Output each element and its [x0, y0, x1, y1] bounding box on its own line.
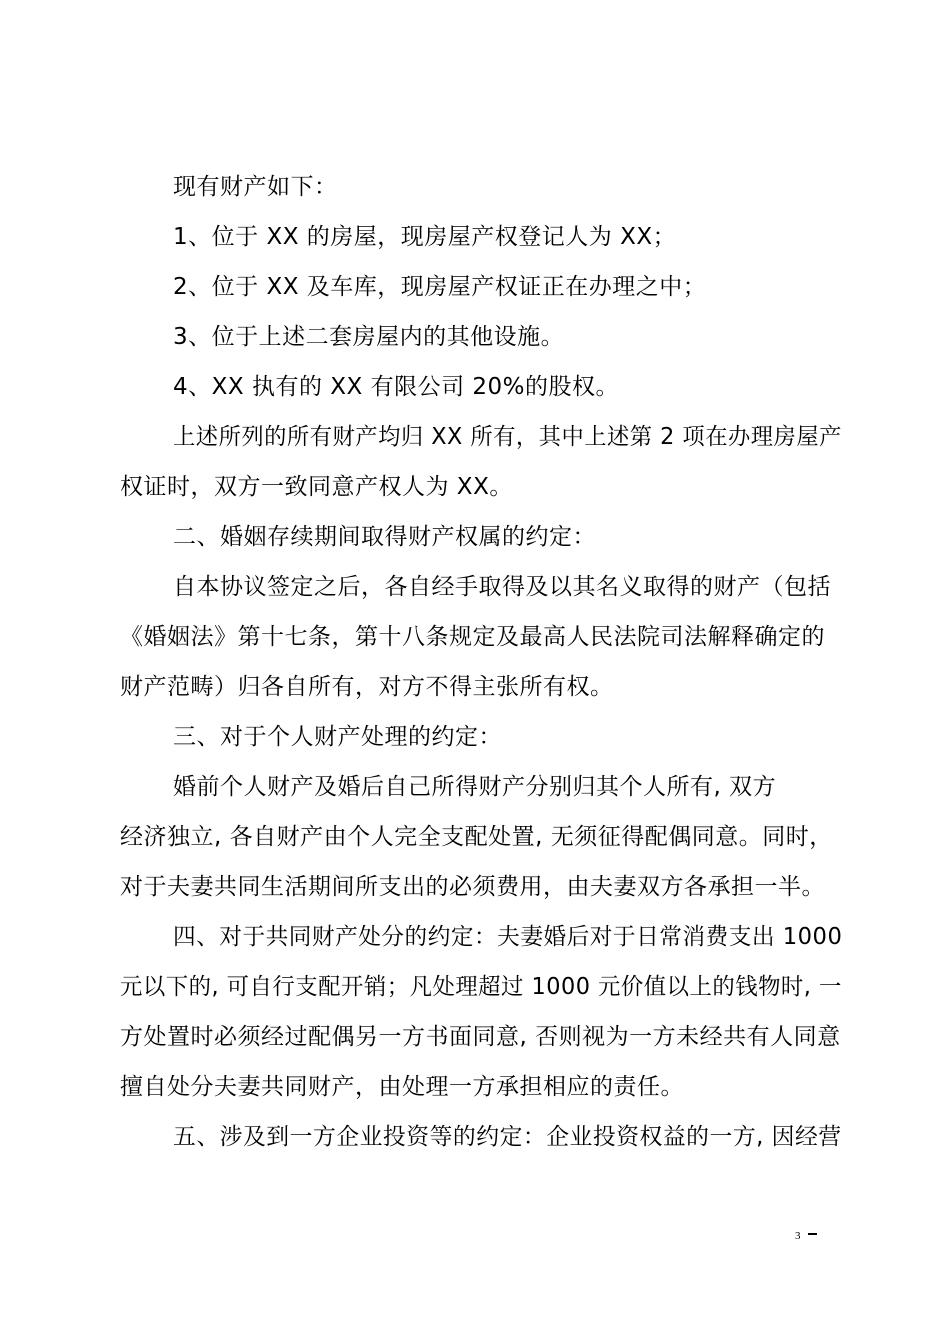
body-text-line: 五、涉及到一方企业投资等的约定：企业投资权益的一方, 因经营	[173, 1124, 842, 1150]
body-text-line: 权证时，双方一致同意产权人为 XX。	[120, 474, 513, 500]
body-text-line: 2、位于 XX 及车库，现房屋产权证正在办理之中；	[173, 274, 707, 300]
page-number: 3	[795, 1230, 801, 1242]
body-text-line: 《婚姻法》第十七条，第十八条规定及最高人民法院司法解释确定的	[120, 624, 825, 650]
section-heading: 二、婚姻存续期间取得财产权属的约定：	[173, 524, 596, 550]
body-text-line: 方处置时必须经过配偶另一方书面同意, 否则视为一方未经共有人同意	[120, 1024, 841, 1050]
body-text-line: 3、位于上述二套房屋内的其他设施。	[173, 324, 565, 350]
body-text-line: 婚前个人财产及婚后自己所得财产分别归其个人所有, 双方	[173, 774, 777, 800]
body-text-line: 对于夫妻共同生活期间所支出的必须费用，由夫妻双方各承担一半。	[120, 874, 825, 900]
body-text-line: 上述所列的所有财产均归 XX 所有，其中上述第 2 项在办理房屋产	[173, 424, 842, 450]
body-text-line: 现有财产如下：	[173, 174, 338, 200]
body-text-line: 四、对于共同财产处分的约定：夫妻婚后对于日常消费支出 1000	[173, 924, 843, 950]
body-text-line: 擅自处分夫妻共同财产，由处理一方承担相应的责任。	[120, 1074, 684, 1100]
section-heading: 三、对于个人财产处理的约定：	[173, 724, 502, 750]
body-text-line: 1、位于 XX 的房屋，现房屋产权登记人为 XX；	[173, 224, 677, 250]
body-text-line: 元以下的, 可自行支配开销；凡处理超过 1000 元价值以上的钱物时, 一	[120, 974, 842, 1000]
page-number-dash	[808, 1233, 817, 1235]
body-text-line: 经济独立, 各自财产由个人完全支配处置, 无须征得配偶同意。同时，	[120, 824, 833, 850]
body-text-line: 自本协议签定之后，各自经手取得及以其名义取得的财产（包括	[173, 574, 831, 600]
body-text-line: 4、XX 执有的 XX 有限公司 20%的股权。	[173, 374, 620, 400]
body-text-line: 财产范畴）归各自所有，对方不得主张所有权。	[120, 674, 614, 700]
